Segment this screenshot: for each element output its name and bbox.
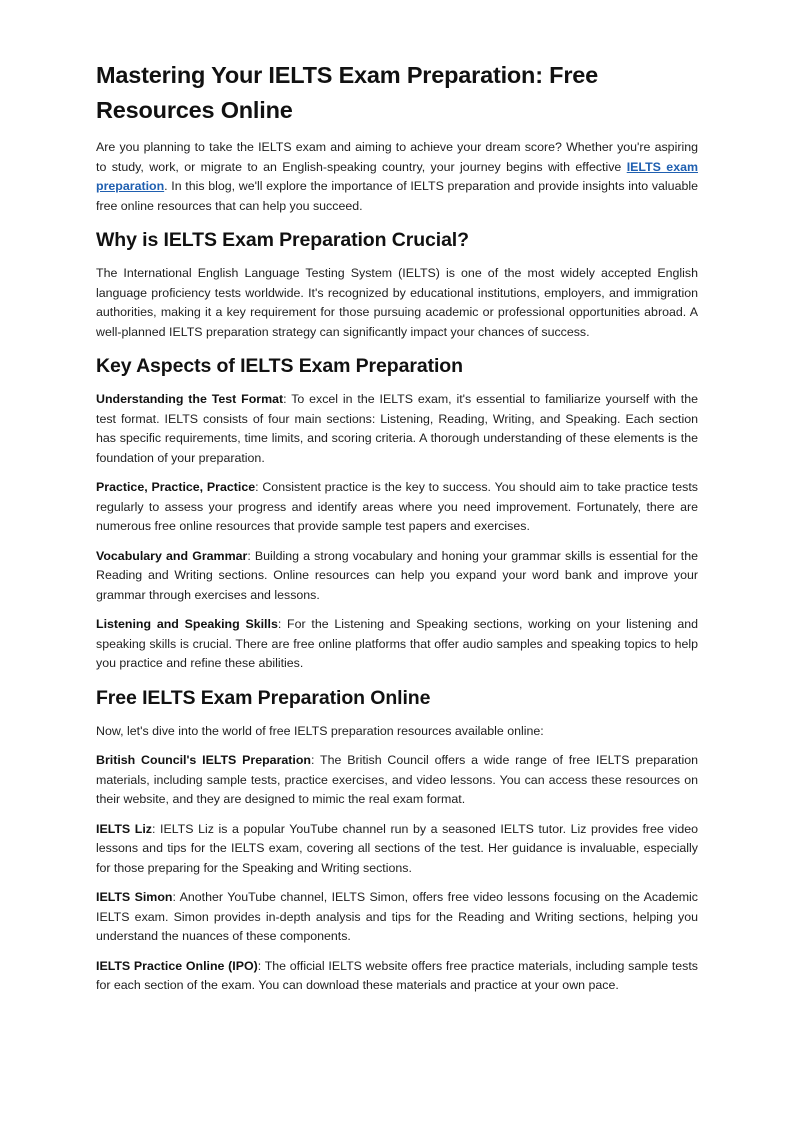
free-resources-intro: Now, let's dive into the world of free IELTS preparation resources available online: <box>96 723 544 738</box>
ielts-exam-preparation-link[interactable]: IELTS exam preparation <box>96 159 698 193</box>
item-text: : Building a strong vocabulary and honing your grammar skills is essential for the Reading and Writing sections. Online resources can help you expand your word bank and improve your grammar through exercises and lessons. <box>96 548 698 602</box>
section-heading-free-resources: Free IELTS Exam Preparation Online <box>96 686 431 709</box>
item-term: IELTS Practice Online (IPO) <box>96 958 258 973</box>
key-aspect-item <box>96 478 698 537</box>
item-term: Understanding the Test Format <box>96 392 284 406</box>
resource-item <box>96 820 698 879</box>
intro-text-before: Are you planning to take the IELTS exam and aiming to achieve your dream score? Whether you're aspiring to study, work, or migrate to an English-speaking country, your journey begins with effective <box>96 140 698 174</box>
item-text: : IELTS Liz is a popular YouTube channel run by a seasoned IELTS tutor. Liz provides free video lessons and tips for the IELTS exam, covering all sections of the test. Her guidance is invaluable, especially for those preparing for the Speaking and Writing sections. <box>96 821 698 875</box>
section-heading-key-aspects: Key Aspects of IELTS Exam Preparation <box>96 355 463 377</box>
item-text: : To excel in the IELTS exam, it's essential to familiarize yourself with the test format. IELTS consists of four main sections: Listening, Reading, Writing, and Speaking. Each section has specific requirements, time limits, and scoring criteria. A thorough understanding of these elements is the foundation of your preparation. <box>96 392 698 465</box>
resource-item <box>96 957 698 996</box>
page-title: Mastering Your IELTS Exam Preparation: Free Resources Online <box>96 62 599 123</box>
item-term: IELTS Simon <box>96 890 173 904</box>
section-why-paragraph: The International English Language Testing System (IELTS) is one of the most widely accepted English language proficiency tests worldwide. It's recognized by educational institutions, employers, and immigration authorities, making it a key requirement for those pursuing academic or professional opportunities abroad. A well-planned IELTS preparation strategy can significantly impact your chances of success. <box>96 266 698 339</box>
key-aspect-item <box>96 615 698 674</box>
item-text: : For the Listening and Speaking sections, working on your listening and speaking skills is crucial. There are free online platforms that offer audio samples and speaking topics to help you practice and refine these abilities. <box>96 617 698 670</box>
key-aspect-item <box>96 547 698 606</box>
item-text: : The British Council offers a wide range of free IELTS preparation materials, including sample tests, practice exercises, and video lessons. You can access these resources on their website, and they are designed to mimic the real exam format. <box>96 753 698 806</box>
article <box>96 58 698 1006</box>
intro-text-after: . In this blog, we'll explore the importance of IELTS preparation and provide insights into valuable free online resources that can help you succeed. <box>96 179 698 213</box>
item-text: : Consistent practice is the key to success. You should aim to take practice tests regularly to assess your progress and identify areas where you need improvement. Fortunately, there are numerous free online resources that provide sample test papers and exercises. <box>96 480 698 533</box>
item-term: Listening and Speaking Skills <box>96 617 278 631</box>
item-text: : Another YouTube channel, IELTS Simon, offers free video lessons focusing on the Academic IELTS exam. Simon provides in-depth analysis and tips for the Reading and Writing sections, helping you understand the nuances of these components. <box>96 890 698 943</box>
section-heading-why: Why is IELTS Exam Preparation Crucial? <box>96 229 469 251</box>
item-term: Practice, Practice, Practice <box>96 480 256 494</box>
intro-paragraph <box>96 138 698 216</box>
key-aspect-item <box>96 390 698 468</box>
item-term: Vocabulary and Grammar <box>96 548 248 563</box>
item-text: : The official IELTS website offers free practice materials, including sample tests for each section of the exam. You can download these materials and practice at your own pace. <box>96 958 698 992</box>
resource-item <box>96 888 698 947</box>
resource-item <box>96 751 698 810</box>
item-term: British Council's IELTS Preparation <box>96 753 311 767</box>
item-term: IELTS Liz <box>96 821 152 836</box>
